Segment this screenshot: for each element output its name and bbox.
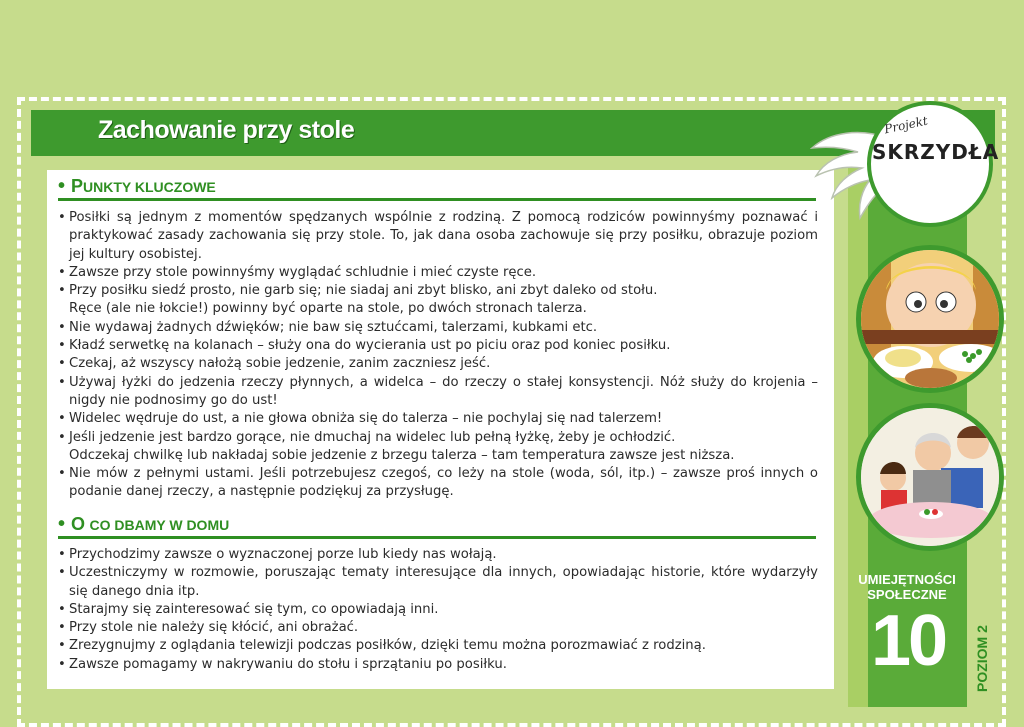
list-item-text: Przy posiłku siedź prosto, nie garb się; nie siadaj ani zbyt blisko, ani zbyt daleko od stołu. [69, 283, 658, 299]
list-item [58, 282, 818, 319]
child-eating-illustration [856, 245, 1004, 393]
home-rules-list [58, 546, 818, 674]
list-item [58, 264, 818, 282]
heading-initial: O [71, 514, 86, 534]
list-item-continuation: Ręce (ale nie łokcie!) powinny być oparte na stole, po dwóch stronach talerza. [69, 301, 587, 317]
section-heading-home [58, 513, 229, 536]
list-item-text: Posiłki są jednym z momentów spędzanych wspólnie z rodziną. Z pomocą rodziców powinnyśmy poznawać i praktykować zasady zachowania się przy stole. To, jak dana osoba zachowuje się przy posiłku, obrazuje poziom jej kultury osobistej. [69, 210, 818, 262]
section-rule [58, 198, 816, 201]
list-item-text: Zawsze pomagamy w nakrywaniu do stołu i sprzątaniu po posiłku. [69, 656, 507, 672]
list-item [58, 337, 818, 355]
list-item-text: Zrezygnujmy z oglądania telewizji podczas posiłków, dzięki temu można porozmawiać z rodziną. [69, 638, 706, 654]
list-item [58, 319, 818, 337]
list-item-text: Jeśli jedzenie jest bardzo gorące, nie dmuchaj na widelec lub pełną łyżkę, żeby je ochłodzić. [69, 429, 676, 445]
list-item [58, 546, 818, 564]
list-item [58, 209, 818, 264]
list-item-text: Przy stole nie należy się kłócić, ani obrażać. [69, 620, 359, 636]
skill-label-line1: UMIEJĘTNOŚCI [858, 572, 956, 587]
heading-bullet: • [58, 513, 66, 535]
heading-bullet: • [58, 175, 66, 197]
list-item [58, 465, 818, 502]
skill-number: 10 [870, 601, 946, 681]
list-item-text: Używaj łyżki do jedzenia rzeczy płynnych, a widelca – do rzeczy o stałej konsystencji. Nóż służy do krojenia – nigdy nie podnosimy go do ust! [69, 374, 818, 408]
list-item [58, 355, 818, 373]
logo-badge [867, 101, 993, 227]
list-item-text: Przychodzimy zawsze o wyznaczonej porze lub kiedy nas wołają. [69, 547, 497, 562]
section-heading-key-points [58, 175, 216, 198]
list-item-continuation: Odczekaj chwilkę lub nakładaj sobie jedzenie z brzegu talerza – tam temperatura zawsze jest niższa. [69, 447, 735, 463]
list-item-text: Nie mów z pełnymi ustami. Jeśli potrzebujesz czegoś, co leży na stole (woda, sól, itp.) – zawsze proś innych o podanie danej rzeczy, a następnie podziękuj za przysługę. [69, 466, 818, 500]
list-item [58, 656, 818, 674]
heading-rest: UNKTY KLUCZOWE [83, 179, 216, 195]
list-item [58, 619, 818, 637]
list-item-text: Uczestniczymy w rozmowie, poruszając tematy interesujące dla innych, opowiadając historie, które wydarzyły się danego dnia itp. [69, 565, 818, 599]
level-label: POZIOM 2 [974, 625, 990, 692]
skill-label-line2: SPOŁECZNE [867, 587, 947, 602]
list-item-text: Widelec wędruje do ust, a nie głowa obniża się do talerza – nie pochylaj się nad talerzem! [69, 411, 663, 427]
key-points-list [58, 209, 818, 502]
heading-rest: CO DBAMY W DOMU [89, 517, 230, 533]
logo-small-text: Projekt [883, 113, 929, 137]
list-item [58, 429, 818, 466]
list-item [58, 410, 818, 428]
list-item [58, 564, 818, 601]
section-rule [58, 536, 816, 539]
list-item-text: Zawsze przy stole powinnyśmy wyglądać schludnie i mieć czyste ręce. [69, 264, 537, 280]
heading-initial: P [71, 176, 84, 196]
list-item-text: Starajmy się zainteresować się tym, co opowiadają inni. [69, 601, 439, 617]
list-item [58, 637, 818, 655]
list-item-text: Nie wydawaj żadnych dźwięków; nie baw się sztućcami, talerzami, kubkami etc. [69, 319, 598, 335]
list-item-text: Kładź serwetkę na kolanach – służy ona do wycierania ust po piciu oraz pod koniec posiłku. [69, 338, 671, 354]
list-item [58, 374, 818, 411]
skill-label [852, 572, 962, 602]
family-dinner-illustration [856, 403, 1004, 551]
list-item-text: Czekaj, aż wszyscy nałożą sobie jedzenie, zanim zaczniesz jeść. [69, 356, 491, 372]
page-title: Zachowanie przy stole [98, 116, 355, 144]
list-item [58, 601, 818, 619]
logo-text: SKRZYDŁA [872, 140, 1000, 164]
